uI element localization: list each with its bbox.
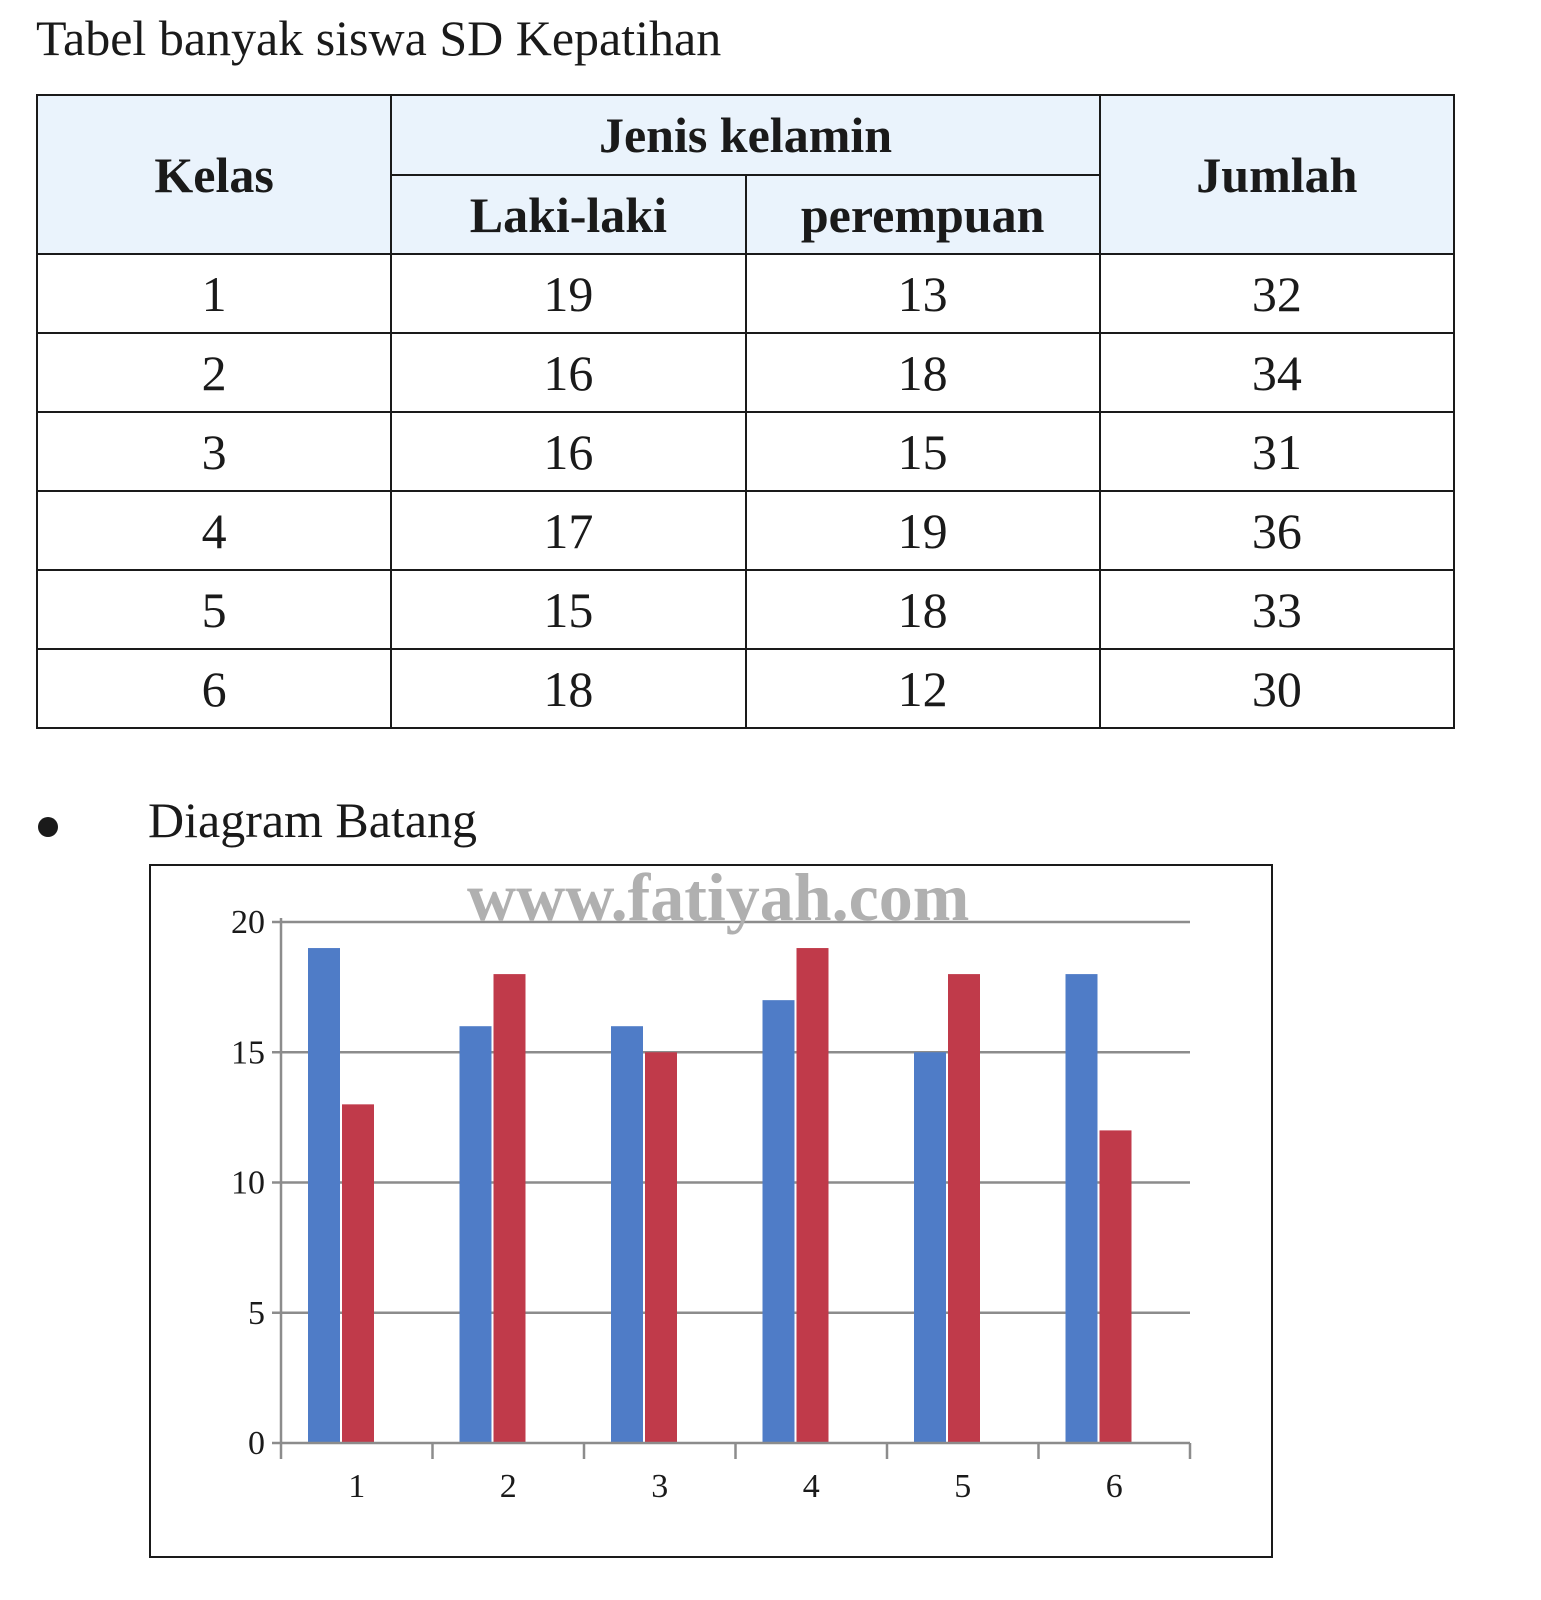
cell-perempuan: 12 xyxy=(746,649,1100,728)
header-jumlah: Jumlah xyxy=(1100,95,1454,254)
x-tick-label: 3 xyxy=(651,1468,669,1505)
y-tick-label: 0 xyxy=(248,1425,265,1462)
cell-laki-laki: 16 xyxy=(391,333,745,412)
cell-perempuan: 18 xyxy=(746,333,1100,412)
bar xyxy=(1066,974,1098,1443)
cell-kelas: 1 xyxy=(37,254,391,333)
cell-jumlah: 34 xyxy=(1100,333,1454,412)
x-tick-label: 4 xyxy=(802,1468,820,1505)
section-heading: Diagram Batang xyxy=(148,792,478,848)
header-perempuan: perempuan xyxy=(746,175,1100,254)
x-tick-label: 6 xyxy=(1105,1468,1123,1505)
bar xyxy=(308,948,340,1443)
bar xyxy=(948,974,980,1443)
bar xyxy=(914,1052,946,1443)
cell-jumlah: 36 xyxy=(1100,491,1454,570)
y-tick-label: 20 xyxy=(231,904,265,941)
y-tick-label: 10 xyxy=(231,1164,265,1202)
cell-jumlah: 33 xyxy=(1100,570,1454,649)
x-tick-label: 2 xyxy=(499,1468,517,1505)
cell-kelas: 5 xyxy=(37,570,391,649)
bar xyxy=(342,1104,374,1443)
cell-laki-laki: 18 xyxy=(391,649,745,728)
cell-laki-laki: 19 xyxy=(391,254,745,333)
x-tick-label: 5 xyxy=(954,1468,972,1505)
page-title: Tabel banyak siswa SD Kepatihan xyxy=(36,10,722,66)
bar xyxy=(494,974,526,1443)
bar xyxy=(763,1000,795,1443)
cell-perempuan: 15 xyxy=(746,412,1100,491)
cell-kelas: 6 xyxy=(37,649,391,728)
header-laki-laki: Laki-laki xyxy=(391,175,745,254)
cell-perempuan: 13 xyxy=(746,254,1100,333)
bar xyxy=(460,1026,492,1443)
header-jenis-kelamin: Jenis kelamin xyxy=(391,95,1100,175)
cell-laki-laki: 17 xyxy=(391,491,745,570)
y-tick-label: 15 xyxy=(231,1034,265,1072)
header-kelas: Kelas xyxy=(37,95,391,254)
cell-jumlah: 32 xyxy=(1100,254,1454,333)
watermark-text: www.fatiyah.com xyxy=(467,859,970,935)
cell-kelas: 4 xyxy=(37,491,391,570)
bar xyxy=(645,1052,677,1443)
bar xyxy=(1100,1130,1132,1443)
cell-laki-laki: 15 xyxy=(391,570,745,649)
bar xyxy=(611,1026,643,1443)
cell-laki-laki: 16 xyxy=(391,412,745,491)
cell-perempuan: 19 xyxy=(746,491,1100,570)
cell-kelas: 2 xyxy=(37,333,391,412)
cell-jumlah: 31 xyxy=(1100,412,1454,491)
cell-kelas: 3 xyxy=(37,412,391,491)
cell-perempuan: 18 xyxy=(746,570,1100,649)
y-tick-label: 5 xyxy=(248,1294,265,1332)
cell-jumlah: 30 xyxy=(1100,649,1454,728)
x-tick-label: 1 xyxy=(348,1468,366,1505)
bar xyxy=(797,948,829,1443)
